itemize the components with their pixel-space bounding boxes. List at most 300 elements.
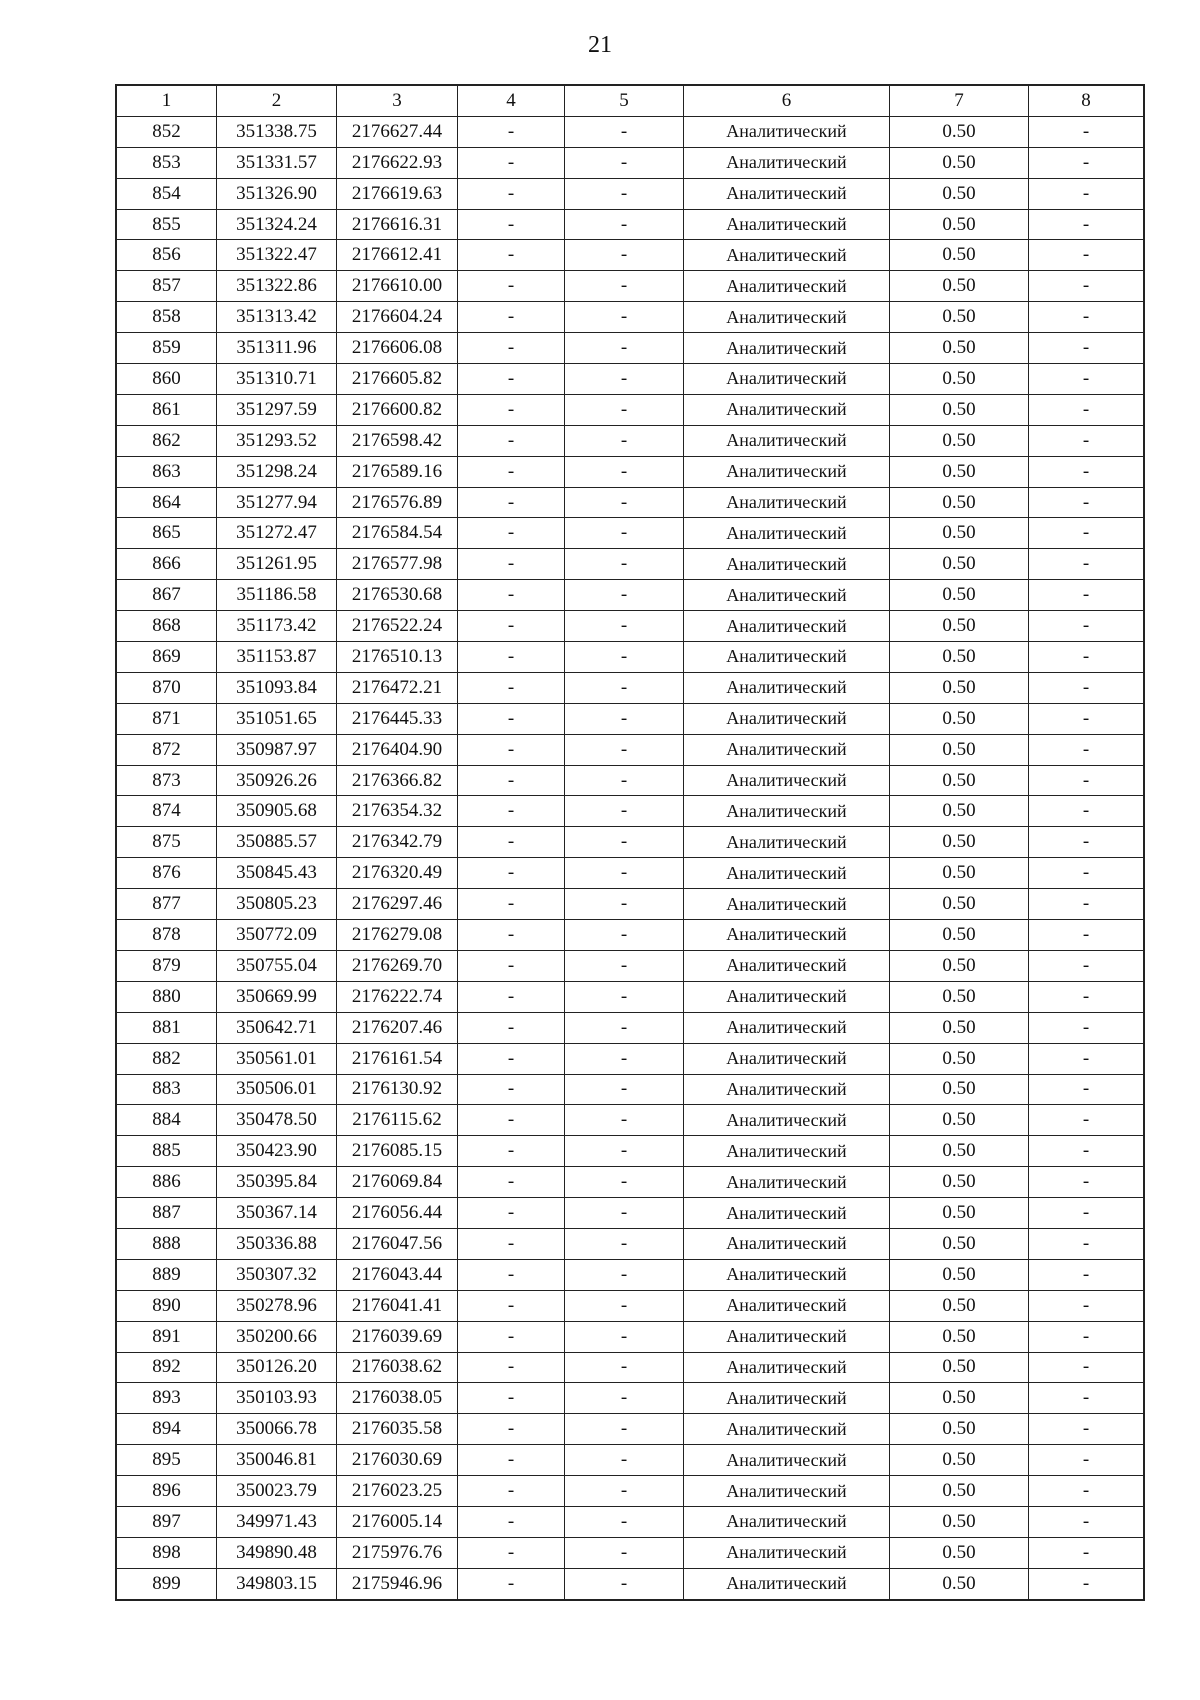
column-5-cell: -: [565, 703, 684, 734]
column-4-cell: -: [458, 950, 565, 981]
method-cell: Аналитический: [684, 1568, 890, 1599]
x-coordinate-cell: 351313.42: [217, 302, 337, 333]
accuracy-cell: 0.50: [890, 1476, 1029, 1507]
column-4-cell: -: [458, 178, 565, 209]
x-coordinate-cell: 350200.66: [217, 1321, 337, 1352]
column-5-cell: -: [565, 394, 684, 425]
column-8-cell: -: [1029, 1012, 1144, 1043]
y-coordinate-cell: 2176576.89: [337, 487, 458, 518]
method-cell: Аналитический: [684, 271, 890, 302]
point-number-cell: 899: [117, 1568, 217, 1599]
accuracy-cell: 0.50: [890, 1043, 1029, 1074]
x-coordinate-cell: 350307.32: [217, 1259, 337, 1290]
method-cell: Аналитический: [684, 642, 890, 673]
x-coordinate-cell: 349803.15: [217, 1568, 337, 1599]
table-row: [117, 178, 1144, 209]
method-cell: Аналитический: [684, 1445, 890, 1476]
column-8-cell: -: [1029, 425, 1144, 456]
column-4-cell: -: [458, 1445, 565, 1476]
method-cell: Аналитический: [684, 1105, 890, 1136]
point-number-cell: 896: [117, 1476, 217, 1507]
point-number-cell: 872: [117, 734, 217, 765]
method-cell: Аналитический: [684, 1537, 890, 1568]
method-cell: Аналитический: [684, 1074, 890, 1105]
column-header: 1: [117, 86, 217, 117]
column-8-cell: -: [1029, 858, 1144, 889]
column-4-cell: -: [458, 796, 565, 827]
y-coordinate-cell: 2176047.56: [337, 1228, 458, 1259]
column-5-cell: -: [565, 642, 684, 673]
column-8-cell: -: [1029, 889, 1144, 920]
column-5-cell: -: [565, 147, 684, 178]
table-row: [117, 116, 1144, 147]
method-cell: Аналитический: [684, 240, 890, 271]
accuracy-cell: 0.50: [890, 1074, 1029, 1105]
column-4-cell: -: [458, 116, 565, 147]
column-4-cell: -: [458, 1167, 565, 1198]
method-cell: Аналитический: [684, 425, 890, 456]
column-5-cell: -: [565, 889, 684, 920]
table-row: [117, 765, 1144, 796]
y-coordinate-cell: 2176056.44: [337, 1198, 458, 1229]
column-8-cell: -: [1029, 1352, 1144, 1383]
point-number-cell: 883: [117, 1074, 217, 1105]
y-coordinate-cell: 2176030.69: [337, 1445, 458, 1476]
column-8-cell: -: [1029, 364, 1144, 395]
column-8-cell: -: [1029, 209, 1144, 240]
column-8-cell: -: [1029, 1506, 1144, 1537]
table-body: [117, 116, 1144, 1599]
method-cell: Аналитический: [684, 178, 890, 209]
column-header: 7: [890, 86, 1029, 117]
table-row: [117, 1321, 1144, 1352]
method-cell: Аналитический: [684, 147, 890, 178]
column-header: 8: [1029, 86, 1144, 117]
table-row: [117, 1290, 1144, 1321]
method-cell: Аналитический: [684, 1476, 890, 1507]
point-number-cell: 890: [117, 1290, 217, 1321]
column-5-cell: -: [565, 796, 684, 827]
column-4-cell: -: [458, 889, 565, 920]
column-5-cell: -: [565, 487, 684, 518]
method-cell: Аналитический: [684, 1383, 890, 1414]
y-coordinate-cell: 2176269.70: [337, 950, 458, 981]
column-4-cell: -: [458, 240, 565, 271]
x-coordinate-cell: 350066.78: [217, 1414, 337, 1445]
column-4-cell: -: [458, 271, 565, 302]
column-header: 2: [217, 86, 337, 117]
y-coordinate-cell: 2176207.46: [337, 1012, 458, 1043]
point-number-cell: 863: [117, 456, 217, 487]
column-8-cell: -: [1029, 394, 1144, 425]
point-number-cell: 882: [117, 1043, 217, 1074]
accuracy-cell: 0.50: [890, 1352, 1029, 1383]
y-coordinate-cell: 2176584.54: [337, 518, 458, 549]
table-row: [117, 796, 1144, 827]
x-coordinate-cell: 350805.23: [217, 889, 337, 920]
column-5-cell: -: [565, 827, 684, 858]
point-number-cell: 875: [117, 827, 217, 858]
table-row: [117, 672, 1144, 703]
y-coordinate-cell: 2176035.58: [337, 1414, 458, 1445]
y-coordinate-cell: 2176038.05: [337, 1383, 458, 1414]
column-5-cell: -: [565, 1136, 684, 1167]
y-coordinate-cell: 2176605.82: [337, 364, 458, 395]
x-coordinate-cell: 351322.47: [217, 240, 337, 271]
table-row: [117, 1012, 1144, 1043]
column-4-cell: -: [458, 333, 565, 364]
accuracy-cell: 0.50: [890, 209, 1029, 240]
x-coordinate-cell: 351297.59: [217, 394, 337, 425]
column-5-cell: -: [565, 1383, 684, 1414]
column-header: 5: [565, 86, 684, 117]
y-coordinate-cell: 2176041.41: [337, 1290, 458, 1321]
method-cell: Аналитический: [684, 1012, 890, 1043]
method-cell: Аналитический: [684, 116, 890, 147]
accuracy-cell: 0.50: [890, 1537, 1029, 1568]
table-row: [117, 1074, 1144, 1105]
point-number-cell: 879: [117, 950, 217, 981]
table-row: [117, 889, 1144, 920]
table-row: [117, 209, 1144, 240]
point-number-cell: 881: [117, 1012, 217, 1043]
y-coordinate-cell: 2176354.32: [337, 796, 458, 827]
method-cell: Аналитический: [684, 1167, 890, 1198]
column-4-cell: -: [458, 580, 565, 611]
y-coordinate-cell: 2176577.98: [337, 549, 458, 580]
x-coordinate-cell: 351311.96: [217, 333, 337, 364]
column-8-cell: -: [1029, 1105, 1144, 1136]
method-cell: Аналитический: [684, 950, 890, 981]
y-coordinate-cell: 2175976.76: [337, 1537, 458, 1568]
column-8-cell: -: [1029, 456, 1144, 487]
y-coordinate-cell: 2176616.31: [337, 209, 458, 240]
y-coordinate-cell: 2176043.44: [337, 1259, 458, 1290]
table-row: [117, 611, 1144, 642]
method-cell: Аналитический: [684, 1414, 890, 1445]
column-5-cell: -: [565, 611, 684, 642]
table-row: [117, 703, 1144, 734]
point-number-cell: 857: [117, 271, 217, 302]
accuracy-cell: 0.50: [890, 302, 1029, 333]
accuracy-cell: 0.50: [890, 1105, 1029, 1136]
point-number-cell: 887: [117, 1198, 217, 1229]
y-coordinate-cell: 2175946.96: [337, 1568, 458, 1599]
y-coordinate-cell: 2176604.24: [337, 302, 458, 333]
y-coordinate-cell: 2176005.14: [337, 1506, 458, 1537]
accuracy-cell: 0.50: [890, 1290, 1029, 1321]
column-5-cell: -: [565, 734, 684, 765]
column-5-cell: -: [565, 271, 684, 302]
method-cell: Аналитический: [684, 1352, 890, 1383]
column-8-cell: -: [1029, 1537, 1144, 1568]
accuracy-cell: 0.50: [890, 487, 1029, 518]
method-cell: Аналитический: [684, 734, 890, 765]
point-number-cell: 873: [117, 765, 217, 796]
column-5-cell: -: [565, 302, 684, 333]
y-coordinate-cell: 2176510.13: [337, 642, 458, 673]
x-coordinate-cell: 351277.94: [217, 487, 337, 518]
column-5-cell: -: [565, 518, 684, 549]
column-5-cell: -: [565, 1352, 684, 1383]
column-4-cell: -: [458, 858, 565, 889]
x-coordinate-cell: 350336.88: [217, 1228, 337, 1259]
table-row: [117, 1383, 1144, 1414]
column-5-cell: -: [565, 1414, 684, 1445]
column-8-cell: -: [1029, 1290, 1144, 1321]
column-5-cell: -: [565, 549, 684, 580]
y-coordinate-cell: 2176606.08: [337, 333, 458, 364]
column-8-cell: -: [1029, 1167, 1144, 1198]
column-4-cell: -: [458, 1352, 565, 1383]
y-coordinate-cell: 2176404.90: [337, 734, 458, 765]
point-number-cell: 860: [117, 364, 217, 395]
accuracy-cell: 0.50: [890, 178, 1029, 209]
column-4-cell: -: [458, 1259, 565, 1290]
method-cell: Аналитический: [684, 1506, 890, 1537]
table-row: [117, 1352, 1144, 1383]
column-8-cell: -: [1029, 487, 1144, 518]
x-coordinate-cell: 350561.01: [217, 1043, 337, 1074]
table-row: [117, 1476, 1144, 1507]
point-number-cell: 871: [117, 703, 217, 734]
x-coordinate-cell: 351261.95: [217, 549, 337, 580]
accuracy-cell: 0.50: [890, 518, 1029, 549]
x-coordinate-cell: 351324.24: [217, 209, 337, 240]
accuracy-cell: 0.50: [890, 1012, 1029, 1043]
accuracy-cell: 0.50: [890, 981, 1029, 1012]
accuracy-cell: 0.50: [890, 858, 1029, 889]
x-coordinate-cell: 350845.43: [217, 858, 337, 889]
accuracy-cell: 0.50: [890, 611, 1029, 642]
y-coordinate-cell: 2176115.62: [337, 1105, 458, 1136]
y-coordinate-cell: 2176320.49: [337, 858, 458, 889]
column-5-cell: -: [565, 950, 684, 981]
column-5-cell: -: [565, 580, 684, 611]
column-5-cell: -: [565, 1445, 684, 1476]
column-4-cell: -: [458, 1198, 565, 1229]
x-coordinate-cell: 350278.96: [217, 1290, 337, 1321]
y-coordinate-cell: 2176472.21: [337, 672, 458, 703]
method-cell: Аналитический: [684, 796, 890, 827]
method-cell: Аналитический: [684, 333, 890, 364]
method-cell: Аналитический: [684, 394, 890, 425]
accuracy-cell: 0.50: [890, 1383, 1029, 1414]
x-coordinate-cell: 349890.48: [217, 1537, 337, 1568]
column-4-cell: -: [458, 611, 565, 642]
accuracy-cell: 0.50: [890, 116, 1029, 147]
point-number-cell: 861: [117, 394, 217, 425]
method-cell: Аналитический: [684, 518, 890, 549]
accuracy-cell: 0.50: [890, 642, 1029, 673]
table-row: [117, 549, 1144, 580]
point-number-cell: 867: [117, 580, 217, 611]
method-cell: Аналитический: [684, 1321, 890, 1352]
point-number-cell: 878: [117, 920, 217, 951]
accuracy-cell: 0.50: [890, 1228, 1029, 1259]
column-5-cell: -: [565, 672, 684, 703]
y-coordinate-cell: 2176161.54: [337, 1043, 458, 1074]
accuracy-cell: 0.50: [890, 147, 1029, 178]
x-coordinate-cell: 350126.20: [217, 1352, 337, 1383]
point-number-cell: 853: [117, 147, 217, 178]
accuracy-cell: 0.50: [890, 425, 1029, 456]
accuracy-cell: 0.50: [890, 394, 1029, 425]
column-4-cell: -: [458, 487, 565, 518]
column-5-cell: -: [565, 1043, 684, 1074]
table-row: [117, 271, 1144, 302]
column-5-cell: -: [565, 333, 684, 364]
x-coordinate-cell: 350506.01: [217, 1074, 337, 1105]
accuracy-cell: 0.50: [890, 333, 1029, 364]
point-number-cell: 892: [117, 1352, 217, 1383]
point-number-cell: 856: [117, 240, 217, 271]
method-cell: Аналитический: [684, 1259, 890, 1290]
table-row: [117, 1198, 1144, 1229]
x-coordinate-cell: 350755.04: [217, 950, 337, 981]
accuracy-cell: 0.50: [890, 1445, 1029, 1476]
column-8-cell: -: [1029, 333, 1144, 364]
column-5-cell: -: [565, 240, 684, 271]
point-number-cell: 854: [117, 178, 217, 209]
column-4-cell: -: [458, 1414, 565, 1445]
column-5-cell: -: [565, 456, 684, 487]
x-coordinate-cell: 350642.71: [217, 1012, 337, 1043]
x-coordinate-cell: 350103.93: [217, 1383, 337, 1414]
table-row: [117, 1259, 1144, 1290]
x-coordinate-cell: 350987.97: [217, 734, 337, 765]
table-row: [117, 1537, 1144, 1568]
y-coordinate-cell: 2176598.42: [337, 425, 458, 456]
point-number-cell: 855: [117, 209, 217, 240]
column-4-cell: -: [458, 1012, 565, 1043]
table-row: [117, 487, 1144, 518]
x-coordinate-cell: 351338.75: [217, 116, 337, 147]
y-coordinate-cell: 2176600.82: [337, 394, 458, 425]
column-8-cell: -: [1029, 271, 1144, 302]
table-row: [117, 1228, 1144, 1259]
point-number-cell: 852: [117, 116, 217, 147]
y-coordinate-cell: 2176610.00: [337, 271, 458, 302]
column-5-cell: -: [565, 981, 684, 1012]
column-4-cell: -: [458, 703, 565, 734]
column-5-cell: -: [565, 1506, 684, 1537]
point-number-cell: 880: [117, 981, 217, 1012]
column-5-cell: -: [565, 364, 684, 395]
accuracy-cell: 0.50: [890, 920, 1029, 951]
point-number-cell: 885: [117, 1136, 217, 1167]
column-8-cell: -: [1029, 178, 1144, 209]
point-number-cell: 869: [117, 642, 217, 673]
x-coordinate-cell: 350885.57: [217, 827, 337, 858]
y-coordinate-cell: 2176038.62: [337, 1352, 458, 1383]
x-coordinate-cell: 351310.71: [217, 364, 337, 395]
point-number-cell: 891: [117, 1321, 217, 1352]
column-8-cell: -: [1029, 240, 1144, 271]
column-5-cell: -: [565, 1568, 684, 1599]
table-row: [117, 1568, 1144, 1599]
x-coordinate-cell: 351173.42: [217, 611, 337, 642]
y-coordinate-cell: 2176619.63: [337, 178, 458, 209]
column-8-cell: -: [1029, 796, 1144, 827]
column-8-cell: -: [1029, 981, 1144, 1012]
point-number-cell: 864: [117, 487, 217, 518]
method-cell: Аналитический: [684, 827, 890, 858]
column-4-cell: -: [458, 1506, 565, 1537]
accuracy-cell: 0.50: [890, 889, 1029, 920]
y-coordinate-cell: 2176222.74: [337, 981, 458, 1012]
column-5-cell: -: [565, 920, 684, 951]
accuracy-cell: 0.50: [890, 240, 1029, 271]
method-cell: Аналитический: [684, 487, 890, 518]
method-cell: Аналитический: [684, 302, 890, 333]
column-5-cell: -: [565, 209, 684, 240]
table-row: [117, 734, 1144, 765]
coordinates-table: [116, 85, 1144, 1600]
accuracy-cell: 0.50: [890, 765, 1029, 796]
accuracy-cell: 0.50: [890, 580, 1029, 611]
column-4-cell: -: [458, 456, 565, 487]
column-8-cell: -: [1029, 1568, 1144, 1599]
method-cell: Аналитический: [684, 1228, 890, 1259]
table-row: [117, 425, 1144, 456]
y-coordinate-cell: 2176130.92: [337, 1074, 458, 1105]
column-8-cell: -: [1029, 1136, 1144, 1167]
column-8-cell: -: [1029, 672, 1144, 703]
accuracy-cell: 0.50: [890, 1568, 1029, 1599]
column-4-cell: -: [458, 920, 565, 951]
x-coordinate-cell: 350905.68: [217, 796, 337, 827]
x-coordinate-cell: 351331.57: [217, 147, 337, 178]
point-number-cell: 870: [117, 672, 217, 703]
point-number-cell: 898: [117, 1537, 217, 1568]
column-4-cell: -: [458, 672, 565, 703]
accuracy-cell: 0.50: [890, 827, 1029, 858]
column-8-cell: -: [1029, 1228, 1144, 1259]
table-row: [117, 333, 1144, 364]
table-row: [117, 1445, 1144, 1476]
column-8-cell: -: [1029, 116, 1144, 147]
column-4-cell: -: [458, 765, 565, 796]
column-8-cell: -: [1029, 1074, 1144, 1105]
y-coordinate-cell: 2176366.82: [337, 765, 458, 796]
column-header: 3: [337, 86, 458, 117]
x-coordinate-cell: 350669.99: [217, 981, 337, 1012]
column-8-cell: -: [1029, 1321, 1144, 1352]
table-row: [117, 1506, 1144, 1537]
point-number-cell: 897: [117, 1506, 217, 1537]
method-cell: Аналитический: [684, 611, 890, 642]
accuracy-cell: 0.50: [890, 1167, 1029, 1198]
column-4-cell: -: [458, 981, 565, 1012]
x-coordinate-cell: 351093.84: [217, 672, 337, 703]
column-8-cell: -: [1029, 549, 1144, 580]
column-4-cell: -: [458, 1105, 565, 1136]
column-8-cell: -: [1029, 302, 1144, 333]
point-number-cell: 894: [117, 1414, 217, 1445]
table-row: [117, 981, 1144, 1012]
x-coordinate-cell: 351326.90: [217, 178, 337, 209]
point-number-cell: 888: [117, 1228, 217, 1259]
y-coordinate-cell: 2176085.15: [337, 1136, 458, 1167]
column-5-cell: -: [565, 1537, 684, 1568]
table-row: [117, 147, 1144, 178]
x-coordinate-cell: 350395.84: [217, 1167, 337, 1198]
column-8-cell: -: [1029, 827, 1144, 858]
column-8-cell: -: [1029, 765, 1144, 796]
column-4-cell: -: [458, 1383, 565, 1414]
column-5-cell: -: [565, 1259, 684, 1290]
